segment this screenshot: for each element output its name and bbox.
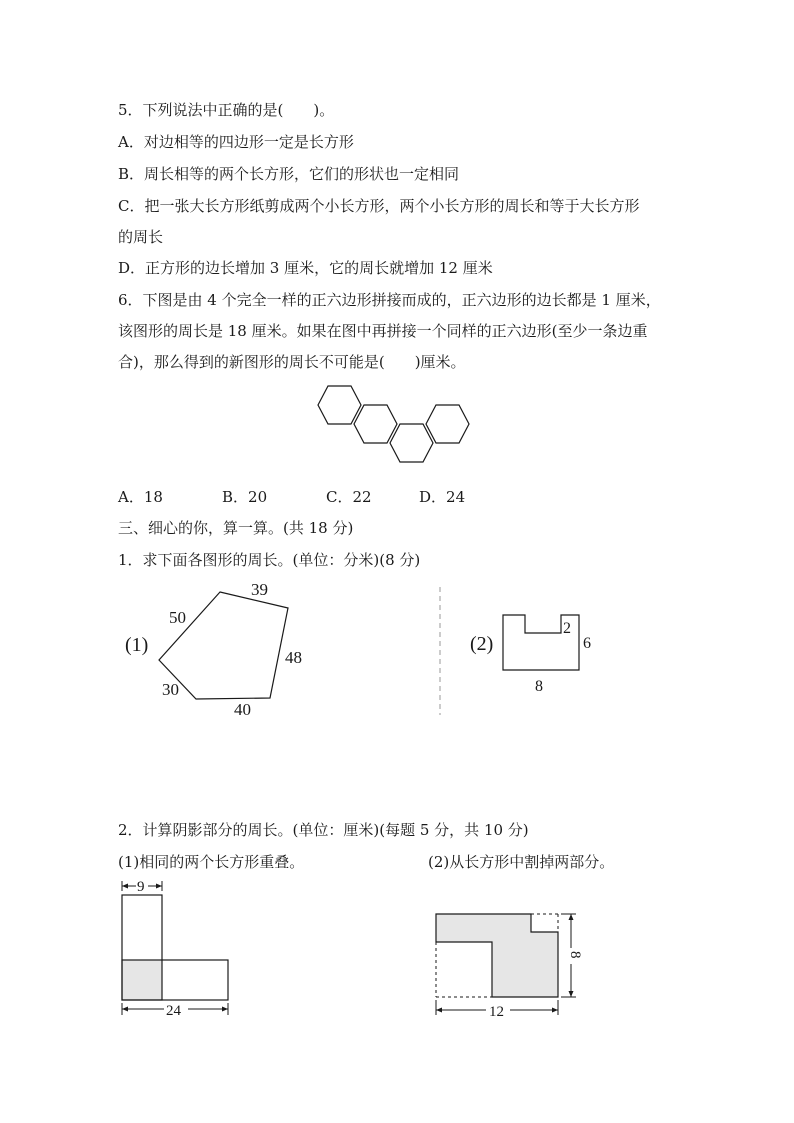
q6-option-c: C．22 xyxy=(326,488,372,506)
q5-option-a: A．对边相等的四边形一定是长方形 xyxy=(118,133,354,151)
q5-option-b: B．周长相等的两个长方形，它们的形状也一定相同 xyxy=(118,165,460,183)
pentagon-side-48: 48 xyxy=(285,648,302,667)
q5-option-c-line1: C．把一张大长方形纸剪成两个小长方形，两个小长方形的周长和等于大长方形 xyxy=(118,197,640,215)
hexagon-1 xyxy=(318,386,361,424)
pentagon-side-39: 39 xyxy=(251,580,268,599)
q6-stem-line1: 6．下图是由 4 个完全一样的正六边形拼接而成的，正六边形的边长都是 1 厘米， xyxy=(118,291,661,309)
hexagon-2 xyxy=(354,405,397,443)
s3-q1-stem: 1．求下面各图形的周长。(单位：分米)(8 分) xyxy=(118,551,421,569)
q6-stem-line3: 合)，那么得到的新图形的周长不可能是( )厘米。 xyxy=(118,353,466,371)
top-dim-9: 9 xyxy=(137,879,145,895)
q6-options xyxy=(118,487,465,507)
overlap-shaded-square xyxy=(122,960,162,1000)
dashed-divider xyxy=(436,585,444,717)
right-dim-8: 8 xyxy=(567,951,583,959)
q5-stem: 5．下列说法中正确的是( )。 xyxy=(118,101,335,119)
q6-option-d: D．24 xyxy=(419,488,466,506)
hexagon-3 xyxy=(390,424,433,462)
figure-2-label: (2) xyxy=(470,633,494,655)
q2-sub2-caption: (2)从长方形中割掉两部分。 xyxy=(428,853,615,871)
overlap-rect-figure xyxy=(112,875,242,1025)
s3-q2-stem: 2．计算阴影部分的周长。(单位：厘米)(每题 5 分，共 10 分) xyxy=(118,821,529,839)
q6-option-b: B．20 xyxy=(222,488,268,506)
hexagon-chain-figure xyxy=(300,378,500,478)
height-dim: 6 xyxy=(583,635,591,652)
figure-1-label: (1) xyxy=(125,634,149,656)
pentagon-figure xyxy=(110,575,340,715)
pentagon-side-40: 40 xyxy=(234,700,251,715)
cut-rect-figure xyxy=(426,900,596,1025)
pentagon-side-50: 50 xyxy=(169,608,186,627)
pentagon-side-30: 30 xyxy=(162,680,179,699)
shaded-region xyxy=(436,914,558,997)
width-dim: 8 xyxy=(535,678,543,695)
section-title: 三、细心的你，算一算。(共 18 分) xyxy=(118,519,354,537)
bottom-dim-12: 12 xyxy=(489,1004,504,1020)
hexagon-4 xyxy=(426,405,469,443)
q5-option-c-line2: 的周长 xyxy=(118,228,164,246)
notched-rect-figure xyxy=(465,605,615,700)
q6-option-a: A．18 xyxy=(118,488,163,506)
notch-dim: 2 xyxy=(563,620,571,637)
q2-sub1-caption: (1)相同的两个长方形重叠。 xyxy=(118,853,305,871)
q5-option-d: D．正方形的边长增加 3 厘米，它的周长就增加 12 厘米 xyxy=(118,259,493,277)
q6-stem-line2: 该图形的周长是 18 厘米。如果在图中再拼接一个同样的正六边形(至少一条边重 xyxy=(118,322,648,340)
bottom-dim-24: 24 xyxy=(166,1003,181,1019)
